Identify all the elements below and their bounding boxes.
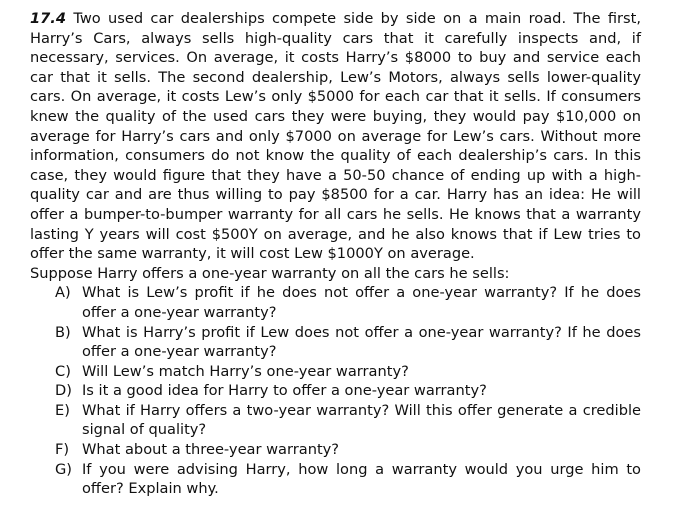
question-letter: A) — [55, 284, 71, 302]
question-letter: C) — [55, 362, 71, 380]
question-text: If you were advising Harry, how long a warranty would you urge him to offer? Explain why. — [82, 460, 641, 498]
question-item-f — [30, 440, 641, 460]
question-letter: F) — [55, 441, 70, 459]
question-item-a — [30, 283, 641, 322]
problem-body: Two used car dealerships compete side by side on a main road. The first, Harry’s Cars, always sells high-quality cars that it carefully inspects and, if necessary, services. On average, it costs Harry’s $8000 to buy and service each car that it sells. The second dealership, Lew’s Motors, always sells lower-quality cars. On average, it costs Lew’s only $5000 for each car that it sells. If consumers knew the quality of the used cars they were buying, they would pay $10,000 on average for Harry’s cars and only $7000 on average for Lew’s cars. Without more information, consumers do not know the quality of each dealership’s cars. In this case, they would figure that they have a 50-50 chance of ending up with a high-quality car and are thus willing to pay $8500 for a car. Harry has an idea: He will offer a bumper-to-bumper warranty for all cars he sells. He knows that a warranty lasting Y years will cost $500Y on average, and he also knows that if Lew tries to offer the same warranty, it will cost Lew $1000Y on average. — [30, 10, 642, 263]
question-text: What is Lew’s profit if he does not offer a one-year warranty? If he does offer a one-year warranty? — [82, 284, 641, 321]
question-letter: B) — [55, 323, 71, 341]
question-letter: E) — [55, 401, 70, 419]
question-text: Is it a good idea for Harry to offer a one-year warranty? — [82, 382, 487, 400]
question-item-b — [30, 323, 641, 362]
question-text: Will Lew’s match Harry’s one-year warranty? — [82, 362, 409, 380]
question-item-e — [30, 401, 641, 440]
question-list — [30, 283, 641, 499]
problem-document — [30, 9, 641, 499]
problem-lead-in: Suppose Harry offers a one-year warranty on all the cars he sells: — [30, 264, 510, 282]
question-item-d — [30, 381, 641, 401]
question-text: What about a three-year warranty? — [82, 441, 340, 459]
problem-number: 17.4 — [30, 10, 67, 27]
question-text: What is Harry’s profit if Lew does not offer a one-year warranty? If he does offer a one-year warranty? — [82, 323, 641, 361]
question-text: What if Harry offers a two-year warranty? Will this offer generate a credible signal of quality? — [82, 401, 641, 439]
question-letter: G) — [55, 460, 73, 478]
problem-paragraph — [30, 9, 641, 264]
question-letter: D) — [55, 382, 72, 400]
question-item-g — [30, 460, 641, 499]
question-item-c — [30, 362, 641, 382]
